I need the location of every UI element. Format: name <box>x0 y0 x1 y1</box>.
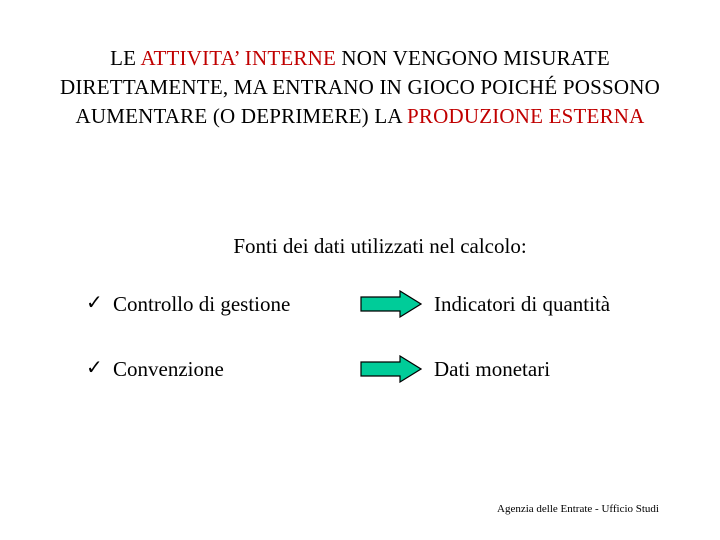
title-highlight-external-production: PRODUZIONE ESTERNA <box>407 104 645 128</box>
title-part-1: LE <box>110 46 141 70</box>
check-icon: ✓ <box>86 357 103 379</box>
source-row-management-control <box>86 289 686 319</box>
target-label: Indicatori di quantità <box>434 292 611 316</box>
title-highlight-internal-activities: ATTIVITA’ INTERNE <box>140 46 336 70</box>
arrow-right-icon <box>360 290 422 318</box>
slide-title <box>60 44 660 131</box>
source-label: Controllo di gestione <box>113 292 291 316</box>
source-row-convention <box>86 354 686 384</box>
source-label: Convenzione <box>113 357 224 381</box>
title-part-2: NON VENGONO MISURATE DIRETTAMENTE, MA ENTRANO IN GIOCO POICHÉ POSSONO AUMENTARE (O DEPRIMERE) LA <box>60 46 660 128</box>
data-sources-heading: Fonti dei dati utilizzati nel calcolo: <box>233 234 527 258</box>
check-icon: ✓ <box>86 292 103 314</box>
footer-credit: Agenzia delle Entrate - Ufficio Studi <box>497 503 659 515</box>
target-label: Dati monetari <box>434 357 551 381</box>
arrow-right-icon <box>360 355 422 383</box>
